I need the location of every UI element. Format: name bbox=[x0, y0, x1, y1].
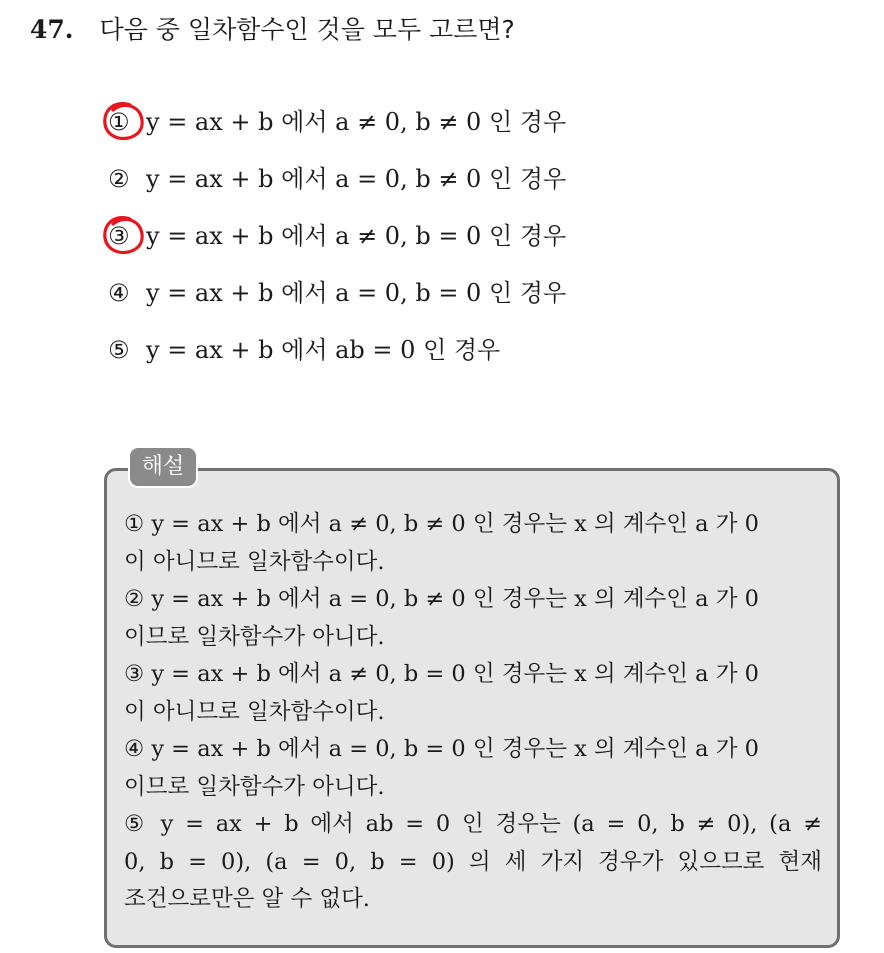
choice-5[interactable] bbox=[108, 330, 566, 387]
solution-body bbox=[124, 506, 822, 919]
question-text: 다음 중 일차함수인 것을 모두 고르면? bbox=[99, 15, 515, 44]
solution-line: ③ y = ax + b 에서 a ≠ 0, b = 0 인 경우는 x 의 계수인 a 가 0 bbox=[124, 661, 759, 687]
choice-marker: ⑤ bbox=[108, 336, 130, 364]
choice-2[interactable] bbox=[108, 159, 566, 216]
choice-text: y = ax + b 에서 a ≠ 0, b = 0 인 경우 bbox=[146, 222, 567, 250]
choice-text: y = ax + b 에서 a ≠ 0, b ≠ 0 인 경우 bbox=[146, 108, 567, 136]
solution-line: 이므로 일차함수가 아니다. bbox=[124, 623, 385, 650]
question-header bbox=[30, 14, 515, 46]
solution-line: 0, b = 0), (a = 0, b = 0) 의 세 가지 경우가 있으므로 현재 bbox=[124, 848, 822, 875]
choice-marker: ④ bbox=[108, 279, 130, 307]
solution-line: ② y = ax + b 에서 a = 0, b ≠ 0 인 경우는 x 의 계수인 a 가 0 bbox=[124, 586, 759, 612]
solution-line: ⑤ y = ax + b 에서 ab = 0 인 경우는 (a = 0, b ≠ 0), (a ≠ bbox=[124, 811, 822, 837]
choice-text: y = ax + b 에서 a = 0, b = 0 인 경우 bbox=[146, 279, 567, 307]
choice-text: y = ax + b 에서 ab = 0 인 경우 bbox=[146, 336, 501, 364]
choice-list bbox=[108, 102, 566, 387]
solution-line: 이므로 일차함수가 아니다. bbox=[124, 773, 385, 800]
choice-marker: ① bbox=[108, 108, 130, 136]
solution-line: ① y = ax + b 에서 a ≠ 0, b ≠ 0 인 경우는 x 의 계수인 a 가 0 bbox=[124, 511, 759, 537]
solution-line: 이 아니므로 일차함수이다. bbox=[124, 548, 385, 575]
choice-marker: ③ bbox=[108, 222, 130, 250]
solution-line: 조건으로만은 알 수 없다. bbox=[124, 886, 370, 912]
question-number: 47. bbox=[30, 15, 74, 44]
choice-1[interactable] bbox=[108, 102, 566, 159]
choice-text: y = ax + b 에서 a = 0, b ≠ 0 인 경우 bbox=[146, 165, 567, 193]
solution-label: 해설 bbox=[128, 446, 198, 488]
solution-line: ④ y = ax + b 에서 a = 0, b = 0 인 경우는 x 의 계수인 a 가 0 bbox=[124, 736, 759, 762]
solution-line: 이 아니므로 일차함수이다. bbox=[124, 698, 385, 725]
choice-marker: ② bbox=[108, 165, 130, 193]
choice-4[interactable] bbox=[108, 273, 566, 330]
choice-3[interactable] bbox=[108, 216, 566, 273]
